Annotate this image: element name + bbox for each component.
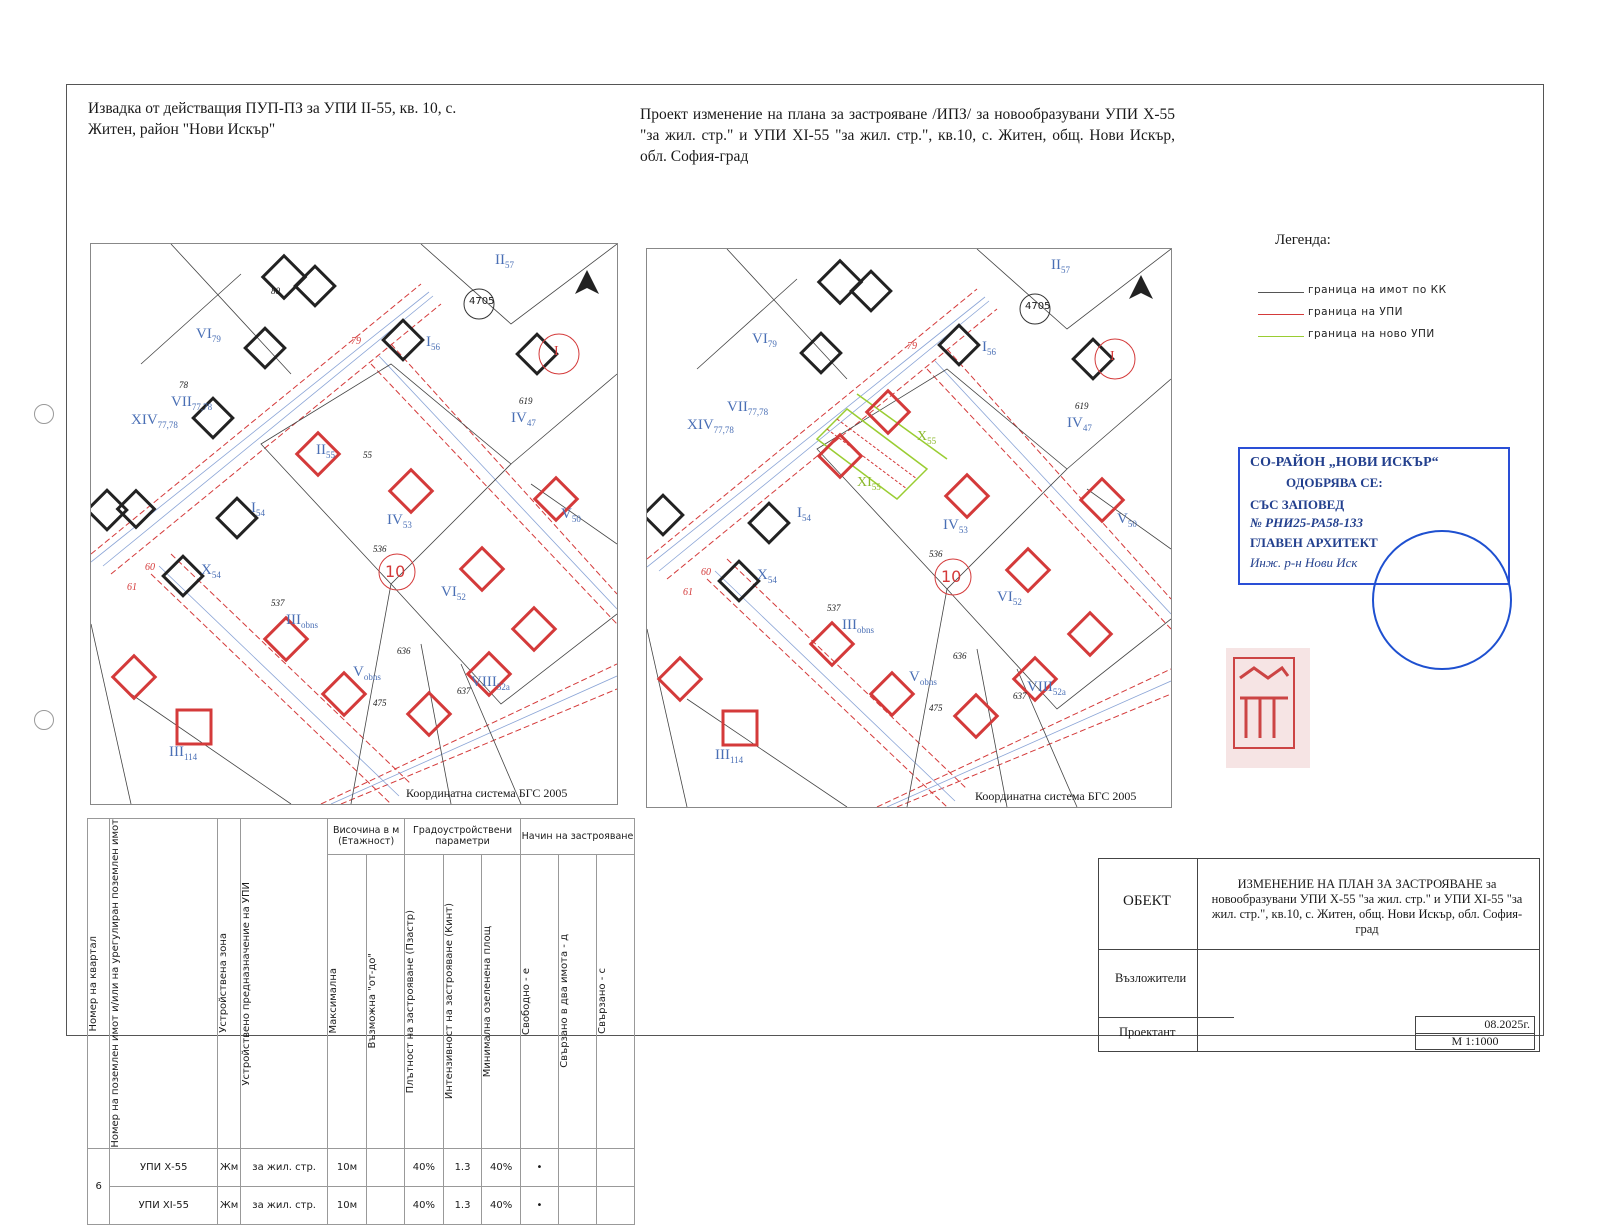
plot-label: $VI_{52}$ bbox=[997, 589, 1022, 607]
plot-label: $I_{54}$ bbox=[797, 505, 811, 523]
table-header: Интензивност на застрояване (Кинт) bbox=[443, 854, 482, 1148]
new-plot-label: $XI_{55}$ bbox=[857, 475, 881, 492]
table-cell bbox=[558, 1186, 596, 1224]
plot-label: $III_{114}$ bbox=[169, 744, 198, 762]
plot-label: $II_{55}$ bbox=[316, 442, 335, 460]
stamp-line: СЪС ЗАПОВЕД bbox=[1250, 497, 1345, 512]
table-cell: 1.3 bbox=[443, 1186, 482, 1224]
table-group-header: Височина в м (Етажност) bbox=[328, 819, 405, 855]
number-label: 79 bbox=[351, 336, 361, 347]
legend-swatch bbox=[1258, 292, 1304, 293]
new-plot-label: $X_{55}$ bbox=[917, 429, 937, 446]
existing-plan-drawing bbox=[91, 244, 617, 804]
number-label: 60 bbox=[701, 567, 711, 578]
proposed-plan-drawing bbox=[647, 249, 1171, 807]
plot-label: $IV_{47}$ bbox=[511, 410, 536, 428]
table-cell: за жил. стр. bbox=[241, 1186, 328, 1224]
plot-label: $XIV_{77,78}$ bbox=[131, 412, 178, 430]
plot-label: $IV_{53}$ bbox=[387, 512, 412, 530]
plot-label: $I_{54}$ bbox=[251, 500, 265, 518]
table-header: Плътност на застрояване (Пзастр) bbox=[405, 854, 444, 1148]
plot-label: $V_{50}$ bbox=[1117, 511, 1137, 529]
plot-label: $IV_{47}$ bbox=[1067, 415, 1092, 433]
table-group-header: Начин на застрояване bbox=[521, 819, 635, 855]
punch-hole bbox=[34, 710, 54, 730]
date-field: 08.2025г. bbox=[1415, 1016, 1535, 1033]
existing-plan-map bbox=[90, 243, 618, 805]
logo-graphic bbox=[1226, 648, 1310, 768]
number-label: 80 bbox=[271, 286, 280, 296]
number-label: 619 bbox=[519, 396, 533, 406]
table-cell: 40% bbox=[405, 1186, 444, 1224]
number-label: 475 bbox=[373, 698, 387, 708]
divider bbox=[1099, 949, 1539, 950]
table-row bbox=[88, 1186, 635, 1224]
plot-label: $V_{50}$ bbox=[561, 506, 581, 524]
object-description: ИЗМЕНЕНИЕ НА ПЛАН ЗА ЗАСТРОЯВАНЕ за новообразувани УПИ Х-55 "за жил. стр." и УПИ XI-55 "за жил. стр.", кв.10, с. Житен, общ. Нови Искър, обл. София-град bbox=[1211, 877, 1523, 936]
table-cell: • bbox=[521, 1148, 559, 1186]
legend-label: граница на УПИ bbox=[1308, 306, 1404, 318]
stamp-line: СО-РАЙОН „НОВИ ИСКЪР“ bbox=[1250, 455, 1439, 470]
number-label: 636 bbox=[397, 646, 411, 656]
legend-title: Легенда: bbox=[1275, 232, 1331, 248]
assignor-label: Възложители bbox=[1115, 971, 1187, 985]
table-header: Максимална bbox=[328, 854, 367, 1148]
legend-item bbox=[1258, 306, 1498, 328]
number-label: 55 bbox=[363, 450, 372, 460]
number-label: 637 bbox=[457, 686, 471, 696]
block-4705-label: 4705 bbox=[469, 296, 495, 307]
punch-hole bbox=[34, 404, 54, 424]
table-group-header: Градоустройствени параметри bbox=[405, 819, 521, 855]
table-cell bbox=[596, 1148, 634, 1186]
number-label: 619 bbox=[1075, 401, 1089, 411]
plot-label: $VI_{79}$ bbox=[752, 331, 777, 349]
table-cell: УПИ Х-55 bbox=[110, 1148, 218, 1186]
plot-label: $V_{obns}$ bbox=[353, 664, 381, 682]
table-cell bbox=[366, 1148, 404, 1186]
block-4705-label: 4705 bbox=[1025, 301, 1051, 312]
plot-label: $IV_{53}$ bbox=[943, 517, 968, 535]
plot-label: $XIV_{77,78}$ bbox=[687, 417, 734, 435]
table-cell bbox=[558, 1148, 596, 1186]
table-cell bbox=[366, 1186, 404, 1224]
plot-label: $III_{114}$ bbox=[715, 747, 744, 765]
cadastre-region-label: I bbox=[1110, 349, 1115, 364]
number-label: 61 bbox=[127, 582, 137, 593]
number-label: 537 bbox=[271, 598, 285, 608]
table-cell: 1.3 bbox=[443, 1148, 482, 1186]
divider bbox=[1197, 859, 1198, 1051]
table-header: Устройствена зона bbox=[218, 819, 241, 1149]
table-header: Свободно - е bbox=[521, 854, 559, 1148]
coordinate-system-label: Координатна система БГС 2005 bbox=[406, 786, 568, 800]
number-label: 79 bbox=[907, 341, 917, 352]
table-header: Възможна "от-до" bbox=[366, 854, 404, 1148]
table-header: Минимална озеленена площ bbox=[482, 854, 521, 1148]
table-cell: 40% bbox=[405, 1148, 444, 1186]
parameters-table bbox=[87, 818, 635, 1225]
plot-label: $V_{obns}$ bbox=[909, 669, 937, 687]
legend bbox=[1258, 284, 1498, 350]
table-header: Номер на поземлен имот и/или на урегулиран поземлен имот bbox=[110, 819, 218, 1149]
divider bbox=[1099, 1017, 1234, 1018]
plot-label: $VII_{77,78}$ bbox=[171, 394, 213, 412]
number-label: 60 bbox=[145, 562, 155, 573]
scale-field: М 1:1000 bbox=[1415, 1033, 1535, 1050]
legend-swatch bbox=[1258, 314, 1304, 315]
table-cell: 40% bbox=[482, 1148, 521, 1186]
left-map-title: Извадка от действащия ПУП-ПЗ за УПИ II-55, кв. 10, с. Житен, район "Нови Искър" bbox=[88, 100, 457, 138]
plot-label: $VIII_{52a}$ bbox=[471, 674, 510, 692]
table-cell: за жил. стр. bbox=[241, 1148, 328, 1186]
plot-label: $VII_{77,78}$ bbox=[727, 399, 769, 417]
table-cell: Жм bbox=[218, 1148, 241, 1186]
coordinate-system-label: Координатна система БГС 2005 bbox=[975, 789, 1137, 803]
number-label: 78 bbox=[179, 380, 188, 390]
number-label: 537 bbox=[827, 603, 841, 613]
number-label: 61 bbox=[683, 587, 693, 598]
legend-item bbox=[1258, 328, 1498, 350]
plot-label: $II_{57}$ bbox=[495, 252, 514, 270]
right-map-title: Проект изменение на плана за застрояване /ИПЗ/ за новообразувани УПИ Х-55 "за жил. стр." и УПИ XI-55 "за жил. стр.", кв.10, с. Житен, общ. Нови Искър, обл. София-град bbox=[640, 106, 1175, 165]
table-cell: 10м bbox=[328, 1186, 367, 1224]
plot-label: $VI_{52}$ bbox=[441, 584, 466, 602]
plot-label: $X_{54}$ bbox=[201, 562, 221, 580]
plot-label: $VI_{79}$ bbox=[196, 326, 221, 344]
table-cell: 40% bbox=[482, 1186, 521, 1224]
legend-swatch bbox=[1258, 336, 1304, 337]
number-label: 536 bbox=[929, 549, 943, 559]
plot-label: $III_{obns}$ bbox=[842, 617, 875, 635]
table-cell bbox=[596, 1186, 634, 1224]
table-cell: 10м bbox=[328, 1148, 367, 1186]
cadastre-region-label: I bbox=[554, 344, 559, 359]
block-number-label: 10 bbox=[385, 562, 406, 581]
number-label: 636 bbox=[953, 651, 967, 661]
plot-label: $X_{54}$ bbox=[757, 567, 777, 585]
table-cell: • bbox=[521, 1186, 559, 1224]
stamp-line: ГЛАВЕН АРХИТЕКТ bbox=[1250, 535, 1378, 550]
table-header: Свързано в два имота - д bbox=[558, 854, 596, 1148]
plot-label: $III_{obns}$ bbox=[286, 612, 319, 630]
legend-label: граница на ново УПИ bbox=[1308, 328, 1435, 340]
municipality-logo bbox=[1226, 648, 1310, 768]
table-cell: УПИ XI-55 bbox=[110, 1186, 218, 1224]
plot-label: $II_{57}$ bbox=[1051, 257, 1070, 275]
object-label: ОБЕКТ bbox=[1123, 893, 1171, 909]
number-label: 536 bbox=[373, 544, 387, 554]
designer-label: Проектант bbox=[1119, 1025, 1176, 1039]
table-header: Номер на квартал bbox=[88, 819, 110, 1149]
table-header: Свързано - с bbox=[596, 854, 634, 1148]
legend-item bbox=[1258, 284, 1498, 306]
table-row bbox=[88, 1148, 635, 1186]
table-cell: 6 bbox=[88, 1148, 110, 1224]
legend-label: граница на имот по КК bbox=[1308, 284, 1447, 296]
table-header: Устройствено предназначение на УПИ bbox=[241, 819, 328, 1149]
number-label: 637 bbox=[1013, 691, 1027, 701]
block-number-label: 10 bbox=[941, 567, 962, 586]
stamp-line: ОДОБРЯВА СЕ: bbox=[1286, 475, 1383, 490]
stamp-line: № РНИ25-РА58-133 bbox=[1250, 515, 1363, 530]
plot-label: $I_{56}$ bbox=[426, 334, 440, 352]
proposed-plan-map bbox=[646, 248, 1172, 808]
table-cell: Жм bbox=[218, 1186, 241, 1224]
plot-label: $VIII_{52a}$ bbox=[1027, 679, 1066, 697]
stamp-line: Инж. р-н Нови Иск bbox=[1250, 555, 1358, 570]
round-seal bbox=[1372, 530, 1512, 670]
plot-label: $I_{56}$ bbox=[982, 339, 996, 357]
number-label: 475 bbox=[929, 703, 943, 713]
